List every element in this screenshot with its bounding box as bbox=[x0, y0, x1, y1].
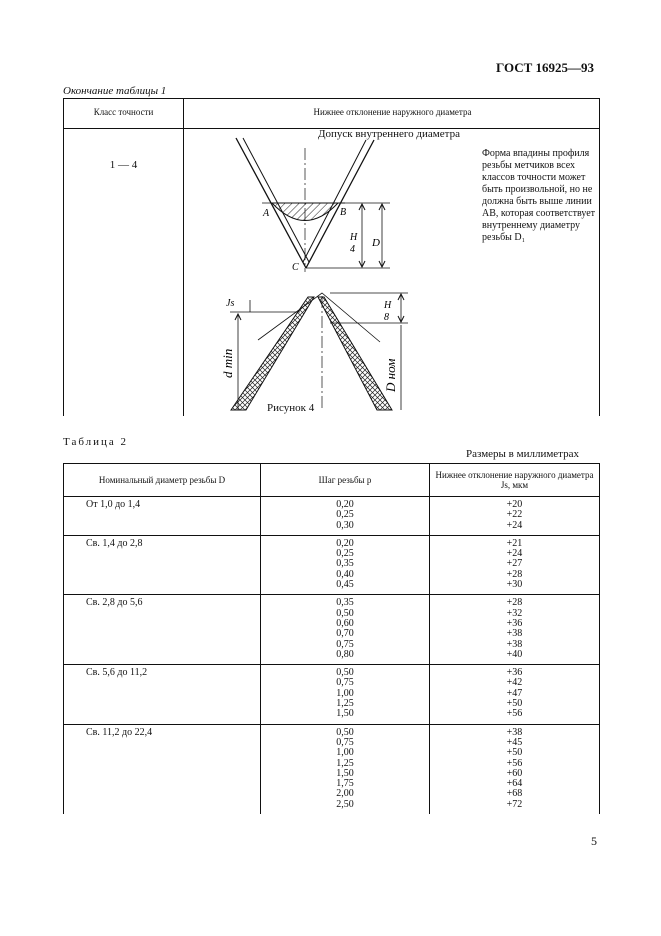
col-header-deviation: Нижнее отклонение наружного диаметра bbox=[313, 107, 472, 117]
table-row bbox=[64, 535, 600, 594]
point-b-label: B bbox=[340, 207, 347, 218]
standard-header: ГОСТ 16925—93 bbox=[496, 60, 595, 75]
deviation-values: +38 +45 +50 +56 +60 +64 +68 +72 bbox=[430, 724, 600, 814]
deviation-values: +21 +24 +27 +28 +30 bbox=[430, 535, 600, 594]
d1-label: D bbox=[372, 237, 380, 249]
profile-note: Форма впадины профиля резьбы метчиков всех классов точности может быть произвольной, но не должна быть выше линии АВ, которая соответствует внутреннему диаметру резьбы D₁ bbox=[482, 148, 596, 243]
h4-den: 4 bbox=[350, 244, 355, 255]
accuracy-class-value: 1 — 4 bbox=[109, 159, 138, 171]
table-row bbox=[64, 724, 600, 814]
table-2 bbox=[63, 463, 600, 814]
pitch-values: 0,50 0,75 1,00 1,25 1,50 1,75 2,00 2,50 bbox=[261, 724, 430, 814]
deviation-values: +28 +32 +36 +38 +38 +40 bbox=[430, 595, 600, 665]
deviation-values: +36 +42 +47 +50 +56 bbox=[430, 665, 600, 724]
diameter-range: Св. 2,8 до 5,6 bbox=[64, 595, 261, 665]
thread-profile-figure bbox=[0, 0, 661, 430]
js2-label: Js bbox=[226, 298, 235, 309]
figure-caption: Рисунок 4 bbox=[267, 402, 315, 414]
diameter-range: Св. 11,2 до 22,4 bbox=[64, 724, 261, 814]
col-header-deviation-js: Нижнее отклонение наружного диаметра Js, мкм bbox=[430, 464, 600, 497]
tolerance-caption: Допуск внутреннего диаметра bbox=[318, 128, 460, 140]
table-continuation-label: Окончание таблицы 1 bbox=[63, 85, 167, 97]
h8-den: 8 bbox=[384, 312, 389, 323]
col-header-class: Класс точности bbox=[93, 107, 154, 117]
units-label: Размеры в миллиметрах bbox=[466, 448, 579, 460]
thread-profile-lower bbox=[230, 293, 408, 410]
table-row bbox=[64, 595, 600, 665]
col-header-diameter: Номинальный диаметр резьбы D bbox=[64, 464, 261, 497]
pitch-values: 0,20 0,25 0,35 0,40 0,45 bbox=[261, 535, 430, 594]
deviation-values: +20 +22 +24 bbox=[430, 497, 600, 536]
table-2-title: Таблица 2 bbox=[63, 436, 129, 448]
h4-label: H bbox=[350, 232, 358, 243]
page-number: 5 bbox=[591, 834, 597, 848]
col-header-pitch: Шаг резьбы p bbox=[261, 464, 430, 497]
point-a-label: A bbox=[263, 208, 270, 219]
table-row bbox=[64, 497, 600, 536]
point-c-label: C bbox=[292, 262, 299, 273]
pitch-values: 0,50 0,75 1,00 1,25 1,50 bbox=[261, 665, 430, 724]
table-row bbox=[64, 665, 600, 724]
pitch-values: 0,35 0,50 0,60 0,70 0,75 0,80 bbox=[261, 595, 430, 665]
pitch-values: 0,20 0,25 0,30 bbox=[261, 497, 430, 536]
h8-label: H bbox=[384, 300, 392, 311]
v-profile-upper bbox=[236, 138, 390, 272]
diameter-range: Св. 1,4 до 2,8 bbox=[64, 535, 261, 594]
diameter-range: Св. 5,6 до 11,2 bbox=[64, 665, 261, 724]
dnom-label: D ном bbox=[383, 358, 398, 392]
dmin-label: d min bbox=[220, 348, 235, 378]
diameter-range: От 1,0 до 1,4 bbox=[64, 497, 261, 536]
